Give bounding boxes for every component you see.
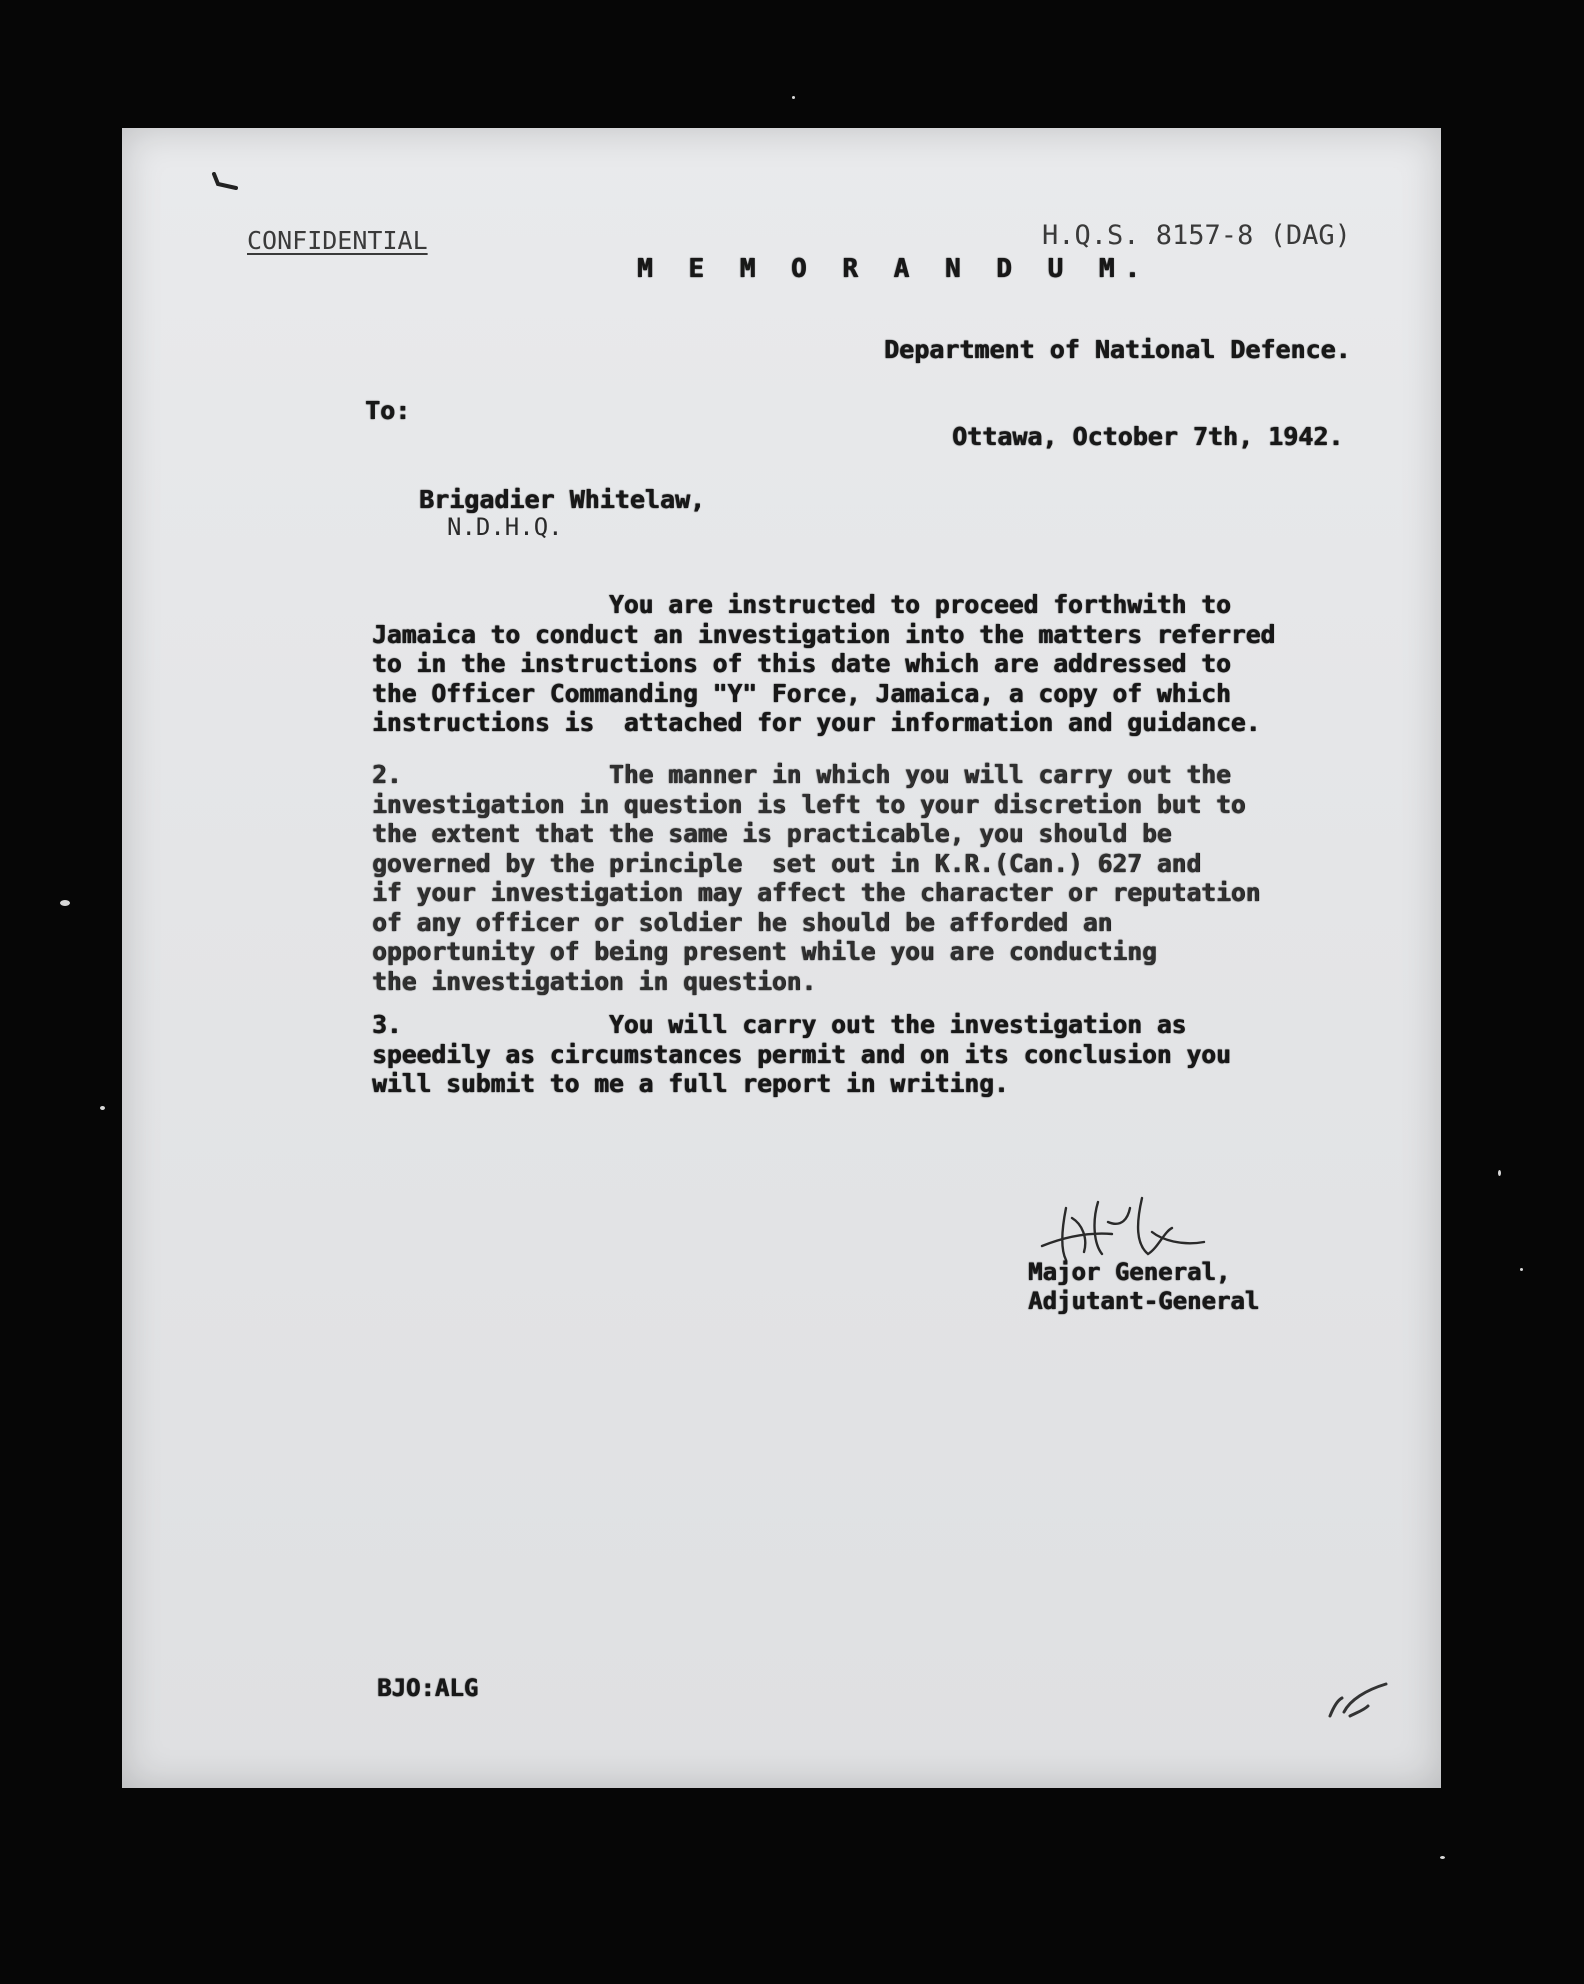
dust-speck (1440, 1856, 1445, 1859)
paragraph-line: will submit to me a full report in writing. (372, 1069, 1009, 1098)
signatory-appointment: Adjutant-General (1028, 1287, 1260, 1315)
body-paragraph-2 (372, 760, 1260, 996)
dust-speck (100, 1106, 105, 1110)
paragraph-line: 3. You will carry out the investigation as (372, 1010, 1187, 1039)
sender-department: Department of National Defence. (884, 335, 1351, 364)
paragraph-line: speedily as circumstances permit and on its conclusion you (372, 1039, 1231, 1069)
addressee-unit: N.D.H.Q. (447, 513, 563, 541)
body-paragraph-1 (372, 590, 1275, 738)
dust-speck (1498, 1170, 1501, 1176)
paragraph-line: opportunity of being present while you are conducting (372, 937, 1157, 966)
classification-label: CONFIDENTIAL (247, 226, 428, 255)
paragraph-line: the extent that the same is practicable, you should be (372, 819, 1172, 848)
signatory-title (1028, 1258, 1259, 1316)
handwritten-signature (1032, 1188, 1212, 1268)
to-label: To: (365, 396, 411, 425)
reference-initials: BJO:ALG (377, 1674, 479, 1702)
paragraph-line: to in the instructions of this date which are addressed to (372, 649, 1231, 678)
addressee-name: Brigadier Whitelaw, (419, 485, 705, 514)
page-number-mark (1320, 1676, 1390, 1726)
file-reference: H.Q.S. 8157-8 (DAG) (1042, 220, 1351, 251)
paragraph-line: the investigation in question. (372, 966, 817, 996)
dust-speck (1520, 1268, 1523, 1271)
signatory-rank: Major General, (1028, 1258, 1231, 1286)
paragraph-line: investigation in question is left to your discretion but to (372, 789, 1246, 819)
memo-sheet (122, 128, 1441, 1788)
body-paragraph-3 (372, 1010, 1231, 1099)
paragraph-line: You are instructed to proceed forthwith to (372, 590, 1231, 619)
place-and-date: Ottawa, October 7th, 1942. (952, 422, 1344, 451)
paragraph-line: if your investigation may affect the character or reputation (372, 878, 1261, 907)
paragraph-line: 2. The manner in which you will carry out the (372, 760, 1231, 789)
dust-speck (792, 96, 795, 99)
paragraph-line: Jamaica to conduct an investigation into the matters referred (372, 619, 1276, 649)
check-mark-icon (210, 172, 240, 192)
dust-speck (60, 900, 70, 906)
paragraph-line: the Officer Commanding "Y" Force, Jamaica, a copy of which (372, 678, 1231, 708)
paragraph-line: governed by the principle set out in K.R.(Can.) 627 and (372, 848, 1202, 878)
paragraph-line: instructions is attached for your information and guidance. (372, 708, 1261, 737)
paragraph-line: of any officer or soldier he should be afforded an (372, 907, 1113, 937)
document-type-heading: M E M O R A N D U M. (637, 254, 1151, 284)
